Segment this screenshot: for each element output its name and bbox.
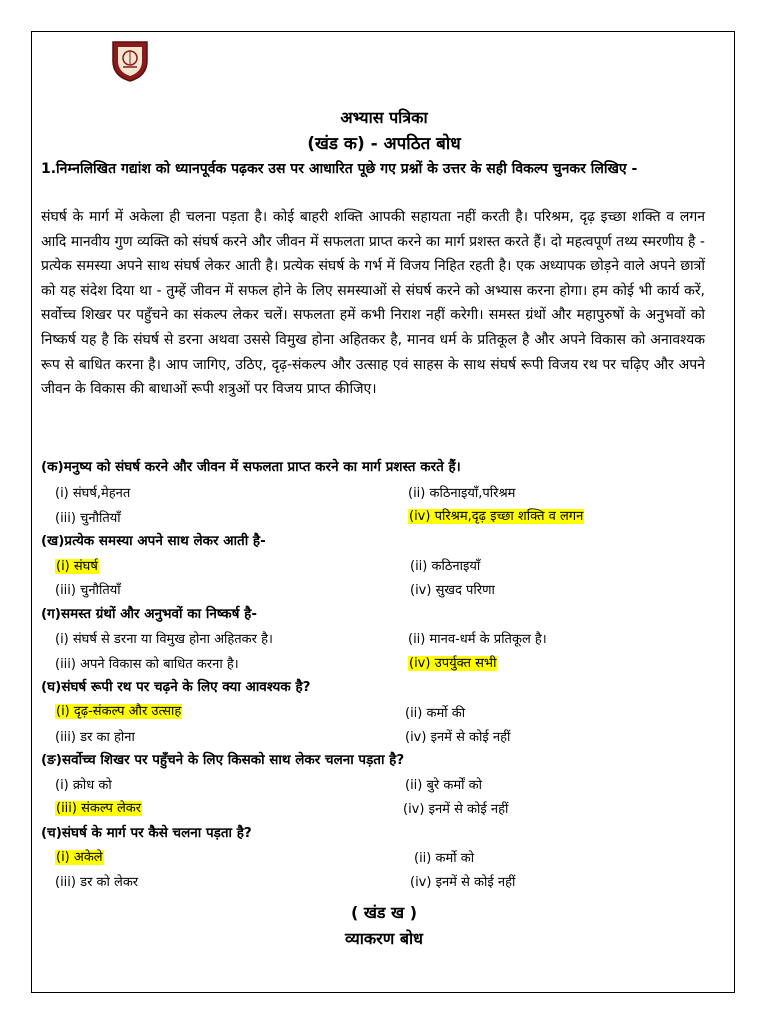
passage: संघर्ष के मार्ग में अकेला ही चलना पड़ता है। कोई बाहरी शक्ति आपकी सहायता नहीं करती है। परिश्रम, दृढ़ इच्छा शक्ति व लगन आदि मानवीय गुण व्यक्ति को संघर्ष करने और जीवन में सफलता प्राप्त करने का मार्ग प्रशस्त करते हैं। दो महत्वपूर्ण तथ्य स्मरणीय है - प्रत्येक समस्या अपने साथ संघर्ष लेकर आती है। प्रत्येक संघर्ष के गर्भ में विजय निहित रहती है। एक अध्यापक छोड़ने वाले अपने छात्रों को यह संदेश दिया था - तुम्हें जीवन में सफल होने के लिए समस्याओं से संघर्ष करने को अभ्यास करना होगा। हम कोई भी कार्य करें, सर्वोच्च शिखर पर पहुँचने का संकल्प लेकर चलें। सफलता हमें कभी निराश नहीं करेगी। समस्त ग्रंथों और महापुरुषों के अनुभवों को निष्कर्ष यह है कि संघर्ष से डरना अथवा उससे विमुख होना अहितकर है, मानव धर्म के प्रतिकूल है और अपने विकास को अनावश्यक रूप से बाधित करना है। आप जागिए, उठिए, दृढ़-संकल्प और उत्साह एवं साहस के साथ संघर्ष रूपी विजय रथ पर चढ़िए और अपने जीवन के विकास की बाधाओं रूपी शत्रुओं पर विजय प्राप्त कीजिए।: [41, 209, 705, 398]
option: (ii) मानव-धर्म के प्रतिकूल है।: [408, 632, 547, 647]
answer-option: (i) संघर्ष: [56, 559, 98, 574]
option: (iii) डर को लेकर: [55, 875, 139, 890]
section-b-title: ( खंड ख ): [350, 903, 418, 922]
option: (iii) अपने विकास को बाधित करना है।: [55, 657, 239, 672]
answer-option: (i) दृढ़-संकल्प और उत्साह: [56, 704, 182, 719]
option: (ii) कर्मो को: [414, 851, 475, 866]
answer-option: (iv) परिश्रम,दृढ़ इच्छा शक्ति व लगन: [409, 509, 584, 524]
subquestion-ka: (क)मनुष्य को संघर्ष करने और जीवन में सफलता प्राप्त करने का मार्ग प्रशस्त करते हैं।: [41, 459, 461, 475]
option: (iii) चुनौतियाँ: [55, 583, 121, 598]
option: (i) क्रोध को: [55, 778, 112, 793]
option: (ii) कठिनाइयाँ,परिश्रम: [408, 486, 516, 501]
school-emblem-icon: [110, 39, 150, 83]
question-instruction: 1.निम्नलिखित गद्यांश को ध्यानपूर्वक पढ़कर उस पर आधारित पूछे गए प्रश्नों के उत्तर के सही विकल्प चुनकर लिखिए -: [41, 161, 638, 177]
subquestion-nga: (ङ)सर्वोच्च शिखर पर पहुँचने के लिए किसको साथ लेकर चलना पड़ता है?: [41, 752, 405, 768]
option: (iv) इनमें से कोई नहीं: [403, 802, 509, 817]
option: (iv) इनमें से कोई नहीं: [410, 875, 516, 890]
subquestion-kha: (ख)प्रत्येक समस्या अपने साथ लेकर आती है-: [41, 533, 266, 549]
subquestion-ga: (ग)समस्त ग्रंथों और अनुभवों का निष्कर्ष है-: [41, 606, 257, 622]
option: (iv) सुखद परिणा: [410, 583, 495, 598]
answer-option: (iii) संकल्प लेकर: [56, 801, 142, 816]
option: (iii) डर का होना: [55, 730, 135, 745]
answer-option: (iv) उपर्युक्त सभी: [409, 656, 497, 671]
option: (ii) बुरे कर्मों को: [405, 778, 482, 793]
option: (i) संघर्ष,मेहनत: [55, 486, 131, 501]
option: (ii) कर्मो की: [405, 706, 466, 721]
option: (ii) कठिनाइयाँ: [410, 559, 481, 574]
option: (i) संघर्ष से डरना या विमुख होना अहितकर है।: [55, 632, 273, 647]
answer-option: (i) अकेले: [56, 850, 103, 865]
option: (iii) चुनौतियाँ: [55, 511, 121, 526]
section-b-subtitle: व्याकरण बोध: [345, 929, 423, 948]
subquestion-gha: (घ)संघर्ष रूपी रथ पर चढ़ने के लिए क्या आवश्यक है?: [41, 679, 311, 695]
page-title: अभ्यास पत्रिका: [340, 108, 428, 127]
option: (iv) इनमें से कोई नहीं: [405, 730, 511, 745]
subquestion-cha: (च)संघर्ष के मार्ग पर कैसे चलना पड़ता है?: [41, 825, 252, 841]
section-a-title: (खंड क) - अपठित बोध: [307, 134, 461, 154]
